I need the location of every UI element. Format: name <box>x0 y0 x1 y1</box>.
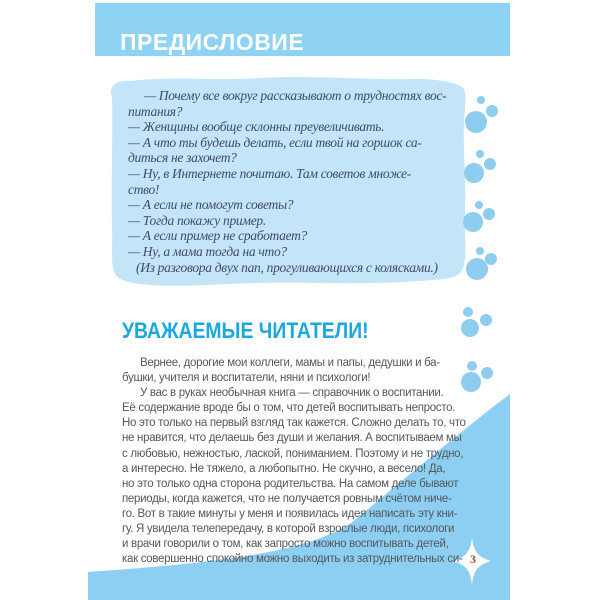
epigraph-line: питания? <box>128 103 183 119</box>
epigraph-line: ство! <box>128 181 160 197</box>
epigraph-line: — А если пример не сработает? <box>128 228 307 244</box>
body-line: Вернее, дорогие мои коллеги, мамы и папы, дедушки и ба- <box>140 357 440 369</box>
bubble-icon <box>466 247 497 280</box>
bubble-icon <box>464 150 496 183</box>
body-line: У вас в руках необычная книга — справочник о воспитании. <box>140 387 444 400</box>
epigraph-line: — Ну, а мама тогда на что? <box>128 243 287 259</box>
body-line: Но это только на первый взгляд так кажется. Сложно делать то, что <box>122 417 466 430</box>
epigraph-line: — А что ты будешь делать, если твой на горшок са- <box>128 134 422 150</box>
epigraph-line: — А если не помогут советы? <box>128 197 294 213</box>
body-line: гу. Я увидела телепередачу, в которой взрослые люди, психологи <box>122 523 455 536</box>
chapter-title: ПРЕДИСЛОВИЕ <box>120 29 305 55</box>
epigraph-line: — Почему все вокруг рассказывают о трудностях вос- <box>144 88 447 103</box>
body-text <box>122 356 502 567</box>
chapter-banner <box>95 3 510 56</box>
body-line: но это только одна сторона родительства. На самом деле бывают <box>122 477 459 490</box>
epigraph-line: — Женщины вообще склонны преувеличивать. <box>128 119 385 135</box>
epigraph-attribution: (Из разговора двух пап, прогуливающихся с колясками.) <box>136 259 438 275</box>
page-number: 3 <box>470 552 476 566</box>
epigraph-line: — Тогда покажу пример. <box>128 212 266 228</box>
body-line: а интересно. Не тяжело, а любопытно. Не скучно, а весело! Да, <box>122 462 446 475</box>
body-line: не нравится, что делаешь без души и желания. А воспитываем мы <box>122 432 462 445</box>
epigraph-line: — Ну, в Интернете почитаю. Там советов множе- <box>128 165 411 181</box>
body-line: с любовью, нежностью, лаской, пониманием. Поэтому и не трудно, <box>122 447 464 460</box>
bubble-icon <box>461 307 492 337</box>
body-line: как совершенно спокойно можно выходить из затруднительных си- <box>122 553 463 566</box>
body-line: и врачи говорили о том, как запросто можно воспитывать детей, <box>122 538 449 551</box>
epigraph-dialogue <box>128 88 468 275</box>
section-title: УВАЖАЕМЫЕ ЧИТАТЕЛИ! <box>122 318 369 343</box>
body-line: Её содержание вроде бы о том, что детей воспитывать непросто. <box>122 402 456 415</box>
body-line: периоды, когда кажется, что не получается ровным счётом ниче- <box>122 492 452 505</box>
body-line: го. Вот в такие минуты у меня и появилась идея написать эту кни- <box>122 507 458 520</box>
bubble-icon <box>465 96 498 133</box>
body-line: бушки, учителя и воспитатели, няни и психологи! <box>122 372 371 385</box>
epigraph-line: диться не захочет? <box>128 150 237 166</box>
